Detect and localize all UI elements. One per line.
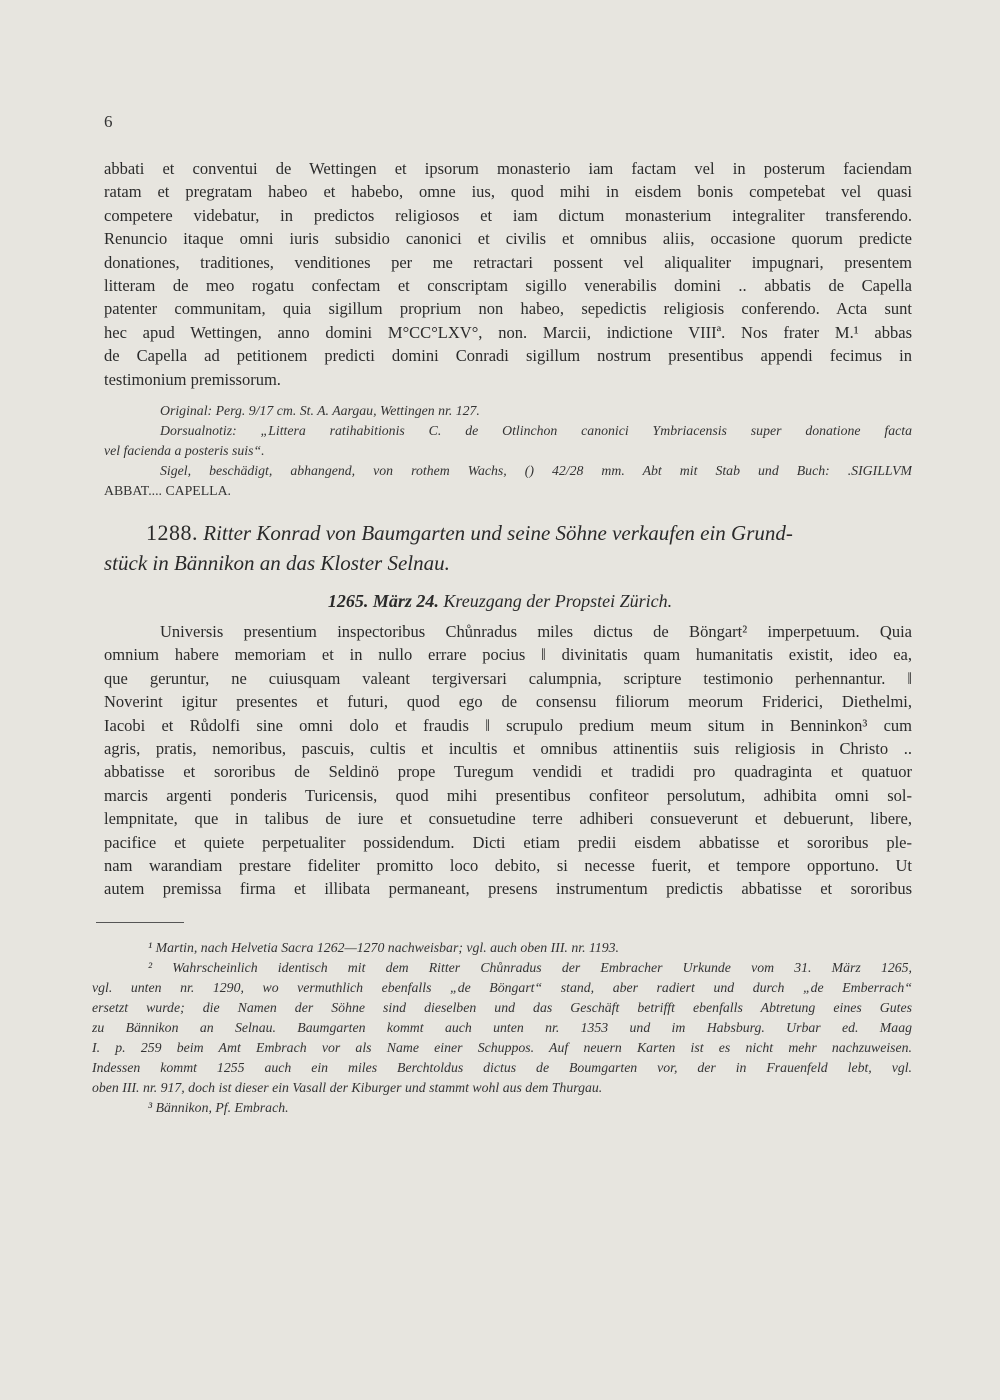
text-line: hec apud Wettingen, anno domini M°CC°LXV°, non. Marcii, indictione VIIIª. Nos frater M.¹ abbas [104, 322, 912, 342]
source-dorsal-note: Dorsualnotiz: „Littera ratihabitionis C. de Otlinchon canonici Ymbriacensis super donatione facta [160, 423, 912, 438]
source-seal-legend: ABBAT.... CAPELLA. [104, 483, 231, 498]
text-line: abbatisse et sororibus de Seldinö prope Turegum vendidi et tradidi pro quadraginta et quatuor [104, 762, 912, 782]
footnote-2-cont: vgl. unten nr. 1290, wo vermuthlich ebenfalls „de Böngart“ stand, aber radiert und durch „de Emberrach“ [92, 980, 912, 995]
footnote-divider [96, 922, 184, 923]
date-day: März 24. [372, 591, 439, 611]
footnote-2-cont: ersetzt wurde; die Namen der Söhne sind dieselben und das Geschäft betrifft ebenfalls Abtretung eines Gutes [92, 1000, 912, 1015]
footnote-2-cont: Indessen kommt 1255 auch ein miles Berchtoldus dictus de Boumgarten vor, der in Frauenfeld lebt, vgl. [92, 1060, 912, 1075]
footnote-2-cont: zu Bännikon an Selnau. Baumgarten kommt auch unten nr. 1353 und im Habsburg. Urbar ed. Maag [92, 1020, 912, 1035]
text-line: pacifice et quiete perpetualiter possidendum. Dicti etiam predii eisdem abbatisse et sororibus ple- [104, 832, 912, 852]
document-heading [104, 518, 924, 578]
text-line: Universis presentium inspectoribus Chůnradus miles dictus de Böngart² imperpetuum. Quia [160, 622, 912, 641]
source-seal-note: Sigel, beschädigt, abhangend, von rothem Wachs, () 42/28 mm. Abt mit Stab und Buch: .SIGILLVM [160, 463, 912, 478]
text-line: Noverint igitur presentes et futuri, quod ego de consensu filiorum meorum Friderici, Diethelmi, [104, 692, 912, 712]
text-line: abbati et conventui de Wettingen et ipsorum monasterio iam factam vel in posterum faciendam [104, 159, 912, 178]
text-line: agris, pratis, nemoribus, pascuis, cultis et incultis et omnibus attinentiis suis religiosis in Christo .. [104, 739, 912, 759]
text-line: Iacobi et Růdolfi sine omni dolo et fraudis ‖ scrupulo predium meum situm in Benninkon³ cum [104, 715, 912, 735]
text-line: nam warandiam prestare fideliter promitto loco debito, si necesse fuerit, et tempore opportuno. Ut [104, 856, 912, 876]
footnote-1: ¹ Martin, nach Helvetia Sacra 1262—1270 nachweisbar; vgl. auch oben III. nr. 1193. [148, 940, 619, 955]
text-line: patenter communitam, quia sigillum proprium non habeo, sepedictis religiosis conferendo. Acta sunt [104, 299, 912, 319]
date-year: 1265. [327, 591, 369, 611]
text-line: donationes, traditiones, venditiones per me retractari possent vel aliqualiter impugnari, presentem [104, 252, 912, 272]
text-line: marcis argenti ponderis Turicensis, quod mihi presentibus confiteor persolutum, adhibita omni sol- [104, 785, 912, 805]
source-original-note: Original: Perg. 9/17 cm. St. A. Aargau, Wettingen nr. 127. [160, 403, 480, 418]
page-number: 6 [104, 112, 113, 131]
text-line: de Capella ad petitionem predicti domini Conradi sigillum nostrum presentibus appendi fecimus in [104, 346, 912, 366]
text-line: testimonium premissorum. [104, 369, 281, 389]
main-paragraph [104, 620, 912, 901]
text-line: competere videbatur, in predictos religiosos et iam dictum monasterium integraliter transferendo. [104, 205, 912, 225]
document-title: Ritter Konrad von Baumgarten und seine Söhne verkaufen ein Grund- [203, 521, 793, 545]
text-line: omnium habere memoriam et in nullo errare pocius ‖ divinitatis quam humanitatis existit, ideo ea, [104, 645, 912, 665]
footnote-3: ³ Bännikon, Pf. Embrach. [148, 1100, 289, 1115]
text-line: lempnitate, que in talibus de iure et consuetudine terre adhiberi consueverunt et debuerunt, libere, [104, 809, 912, 829]
footnote-2-cont: oben III. nr. 917, doch ist dieser ein Vasall der Kiburger und stammt wohl aus dem Thurgau. [92, 1080, 603, 1095]
footnote-2: ² Wahrscheinlich identisch mit dem Ritter Chůnradus der Embracher Urkunde vom 31. März 1265, [148, 960, 912, 975]
dateline [0, 591, 1000, 612]
source-notes [104, 401, 912, 501]
document-title-cont: stück in Bännikon an das Kloster Selnau. [104, 551, 450, 575]
text-line: ratam et pregratam habeo et habebo, omne ius, quod mihi in eisdem bonis competebat vel quasi [104, 182, 912, 202]
text-line: litteram de meo rogatu confectam et conscriptam sigillo venerabilis domini .. abbatis de Capella [104, 276, 912, 296]
text-line: Renuncio itaque omni iuris subsidio canonici et civilis et omnibus aliis, occasione quorum predicte [104, 229, 912, 249]
source-dorsal-note-cont: vel facienda a posteris suis“. [104, 443, 265, 458]
top-paragraph [104, 157, 912, 391]
text-line: autem premissa firma et illibata permaneant, presens instrumentum predictis abbatisse et sororibus [104, 879, 912, 899]
text-line: que geruntur, ne cuiusquam valeant tergiversari calumpnia, scripture testimonio perhennantur. ‖ [104, 668, 912, 688]
footnote-2-cont: I. p. 259 beim Amt Embrach vor als Name einer Schuppos. Auf neuern Karten ist es nicht mehr nachzuweisen. [92, 1040, 912, 1055]
document-number: 1288. [146, 520, 198, 545]
footnotes [92, 938, 912, 1118]
date-place: Kreuzgang der Propstei Zürich. [443, 591, 673, 611]
